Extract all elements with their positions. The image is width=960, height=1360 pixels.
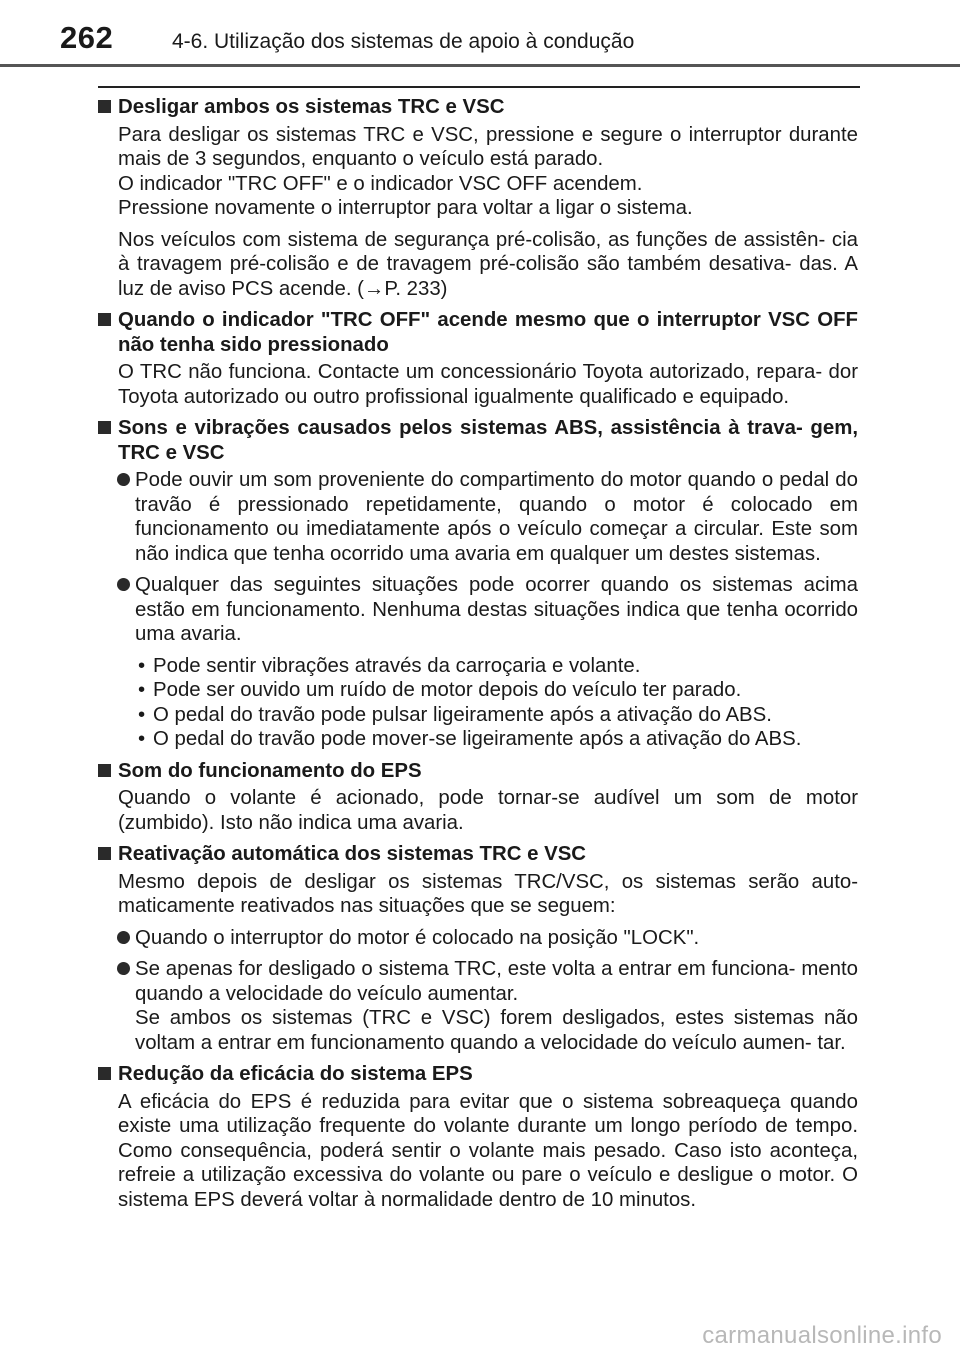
sub-list-item: • Pode ser ouvido um ruído de motor depois do veículo ter parado.	[138, 679, 742, 701]
list-item: Qualquer das seguintes situações pode ocorrer quando os sistemas acima estão em funcionamento. Nenhuma destas situações indica que tenha ocorrido uma avaria.	[98, 573, 858, 647]
header-divider	[0, 64, 960, 67]
bullet-icon: •	[138, 679, 146, 701]
list-item: Quando o interruptor do motor é colocado na posição "LOCK".	[98, 926, 858, 951]
content-top-divider	[98, 86, 860, 88]
circle-bullet-icon	[117, 473, 130, 486]
bullet-icon: •	[138, 654, 146, 677]
sub-list-item: • O pedal do travão pode pulsar ligeiramente após a ativação do ABS.	[138, 703, 772, 726]
square-bullet-icon	[98, 421, 111, 434]
circle-bullet-icon	[117, 962, 130, 975]
section-heading: Sons e vibrações causados pelos sistemas ABS, assistência à trava- gem, TRC e VSC	[98, 416, 858, 465]
paragraph: O TRC não funciona. Contacte um concessionário Toyota autorizado, repara- dor Toyota autorizado ou outro profissional igualmente qualificado e equipado.	[118, 361, 858, 408]
document-body	[98, 95, 858, 1219]
section-automatic-reactivation	[98, 842, 858, 1055]
paragraph: Mesmo depois de desligar os sistemas TRC/VSC, os sistemas serão auto- maticamente reativados nas situações que se seguem:	[118, 870, 858, 917]
list-item: Se apenas for desligado o sistema TRC, este volta a entrar em funciona- mento quando a velocidade do veículo aumentar. Se ambos os sistemas (TRC e VSC) forem desligados, estes sistemas não voltam a entrar em funcionamento quando a velocidade do veículo aumen- tar.	[98, 957, 858, 1055]
paragraph: A eficácia do EPS é reduzida para evitar que o sistema sobreaqueça quando existe uma utilização frequente do volante durante um longo período de tempo. Como consequência, poderá sentir o volante mais pesado. Caso isto aconteça, refreie a utilização excessiva do volante ou pare o veículo e desligue o motor. O sistema EPS deverá voltar à normalidade dentro de 10 minutos.	[118, 1090, 858, 1211]
sub-list-item: • O pedal do travão pode mover-se ligeiramente após a ativação do ABS.	[138, 728, 802, 750]
paragraph: Nos veículos com sistema de segurança pré-colisão, as funções de assistên- cia à travagem pré-colisão e de travagem pré-colisão são também desativa- das. A luz de aviso PCS acende. (→P. 233)	[118, 228, 858, 300]
list-item: Pode ouvir um som proveniente do compartimento do motor quando o pedal do travão é pressionado repetidamente, quando o motor é colocado em funcionamento ou imediatamente após o veículo começar a circular. Este som não indica que tenha ocorrido uma avaria em qualquer um destes sistemas.	[98, 468, 858, 566]
square-bullet-icon	[98, 847, 111, 860]
sub-bullet-list	[98, 654, 858, 752]
square-bullet-icon	[98, 100, 111, 113]
section-heading: Redução da eficácia do sistema EPS	[98, 1062, 858, 1087]
chapter-title: 4-6. Utilização dos sistemas de apoio à condução	[172, 30, 635, 53]
section-trc-off-indicator	[98, 308, 858, 409]
bullet-icon: •	[138, 728, 146, 750]
site-watermark: carmanualsonline.info	[702, 1322, 942, 1349]
paragraph: Quando o volante é acionado, pode tornar-se audível um som de motor (zumbido). Isto não indica uma avaria.	[118, 787, 858, 834]
page-number: 262	[60, 20, 114, 55]
section-heading: Quando o indicador "TRC OFF" acende mesmo que o interruptor VSC OFF não tenha sido pressionado	[98, 308, 858, 357]
paragraph: Para desligar os sistemas TRC e VSC, pressione e segure o interruptor durante mais de 3 segundos, enquanto o veículo está parado. O indicador "TRC OFF" e o indicador VSC OFF acendem. Pressione novamente o interruptor para voltar a ligar o sistema.	[118, 123, 858, 219]
section-eps-sound	[98, 759, 858, 836]
square-bullet-icon	[98, 764, 111, 777]
square-bullet-icon	[98, 1067, 111, 1080]
section-sounds-vibrations	[98, 416, 858, 752]
section-heading: Som do funcionamento do EPS	[98, 759, 858, 784]
circle-bullet-icon	[117, 578, 130, 591]
circle-bullet-icon	[117, 931, 130, 944]
bullet-icon: •	[138, 703, 146, 726]
page-header	[0, 0, 960, 66]
section-eps-reduction	[98, 1062, 858, 1212]
square-bullet-icon	[98, 313, 111, 326]
sub-list-item: • Pode sentir vibrações através da carroçaria e volante.	[138, 654, 641, 677]
section-heading: Desligar ambos os sistemas TRC e VSC	[98, 95, 858, 120]
section-heading: Reativação automática dos sistemas TRC e VSC	[98, 842, 858, 867]
section-disable-trc-vsc	[98, 95, 858, 301]
